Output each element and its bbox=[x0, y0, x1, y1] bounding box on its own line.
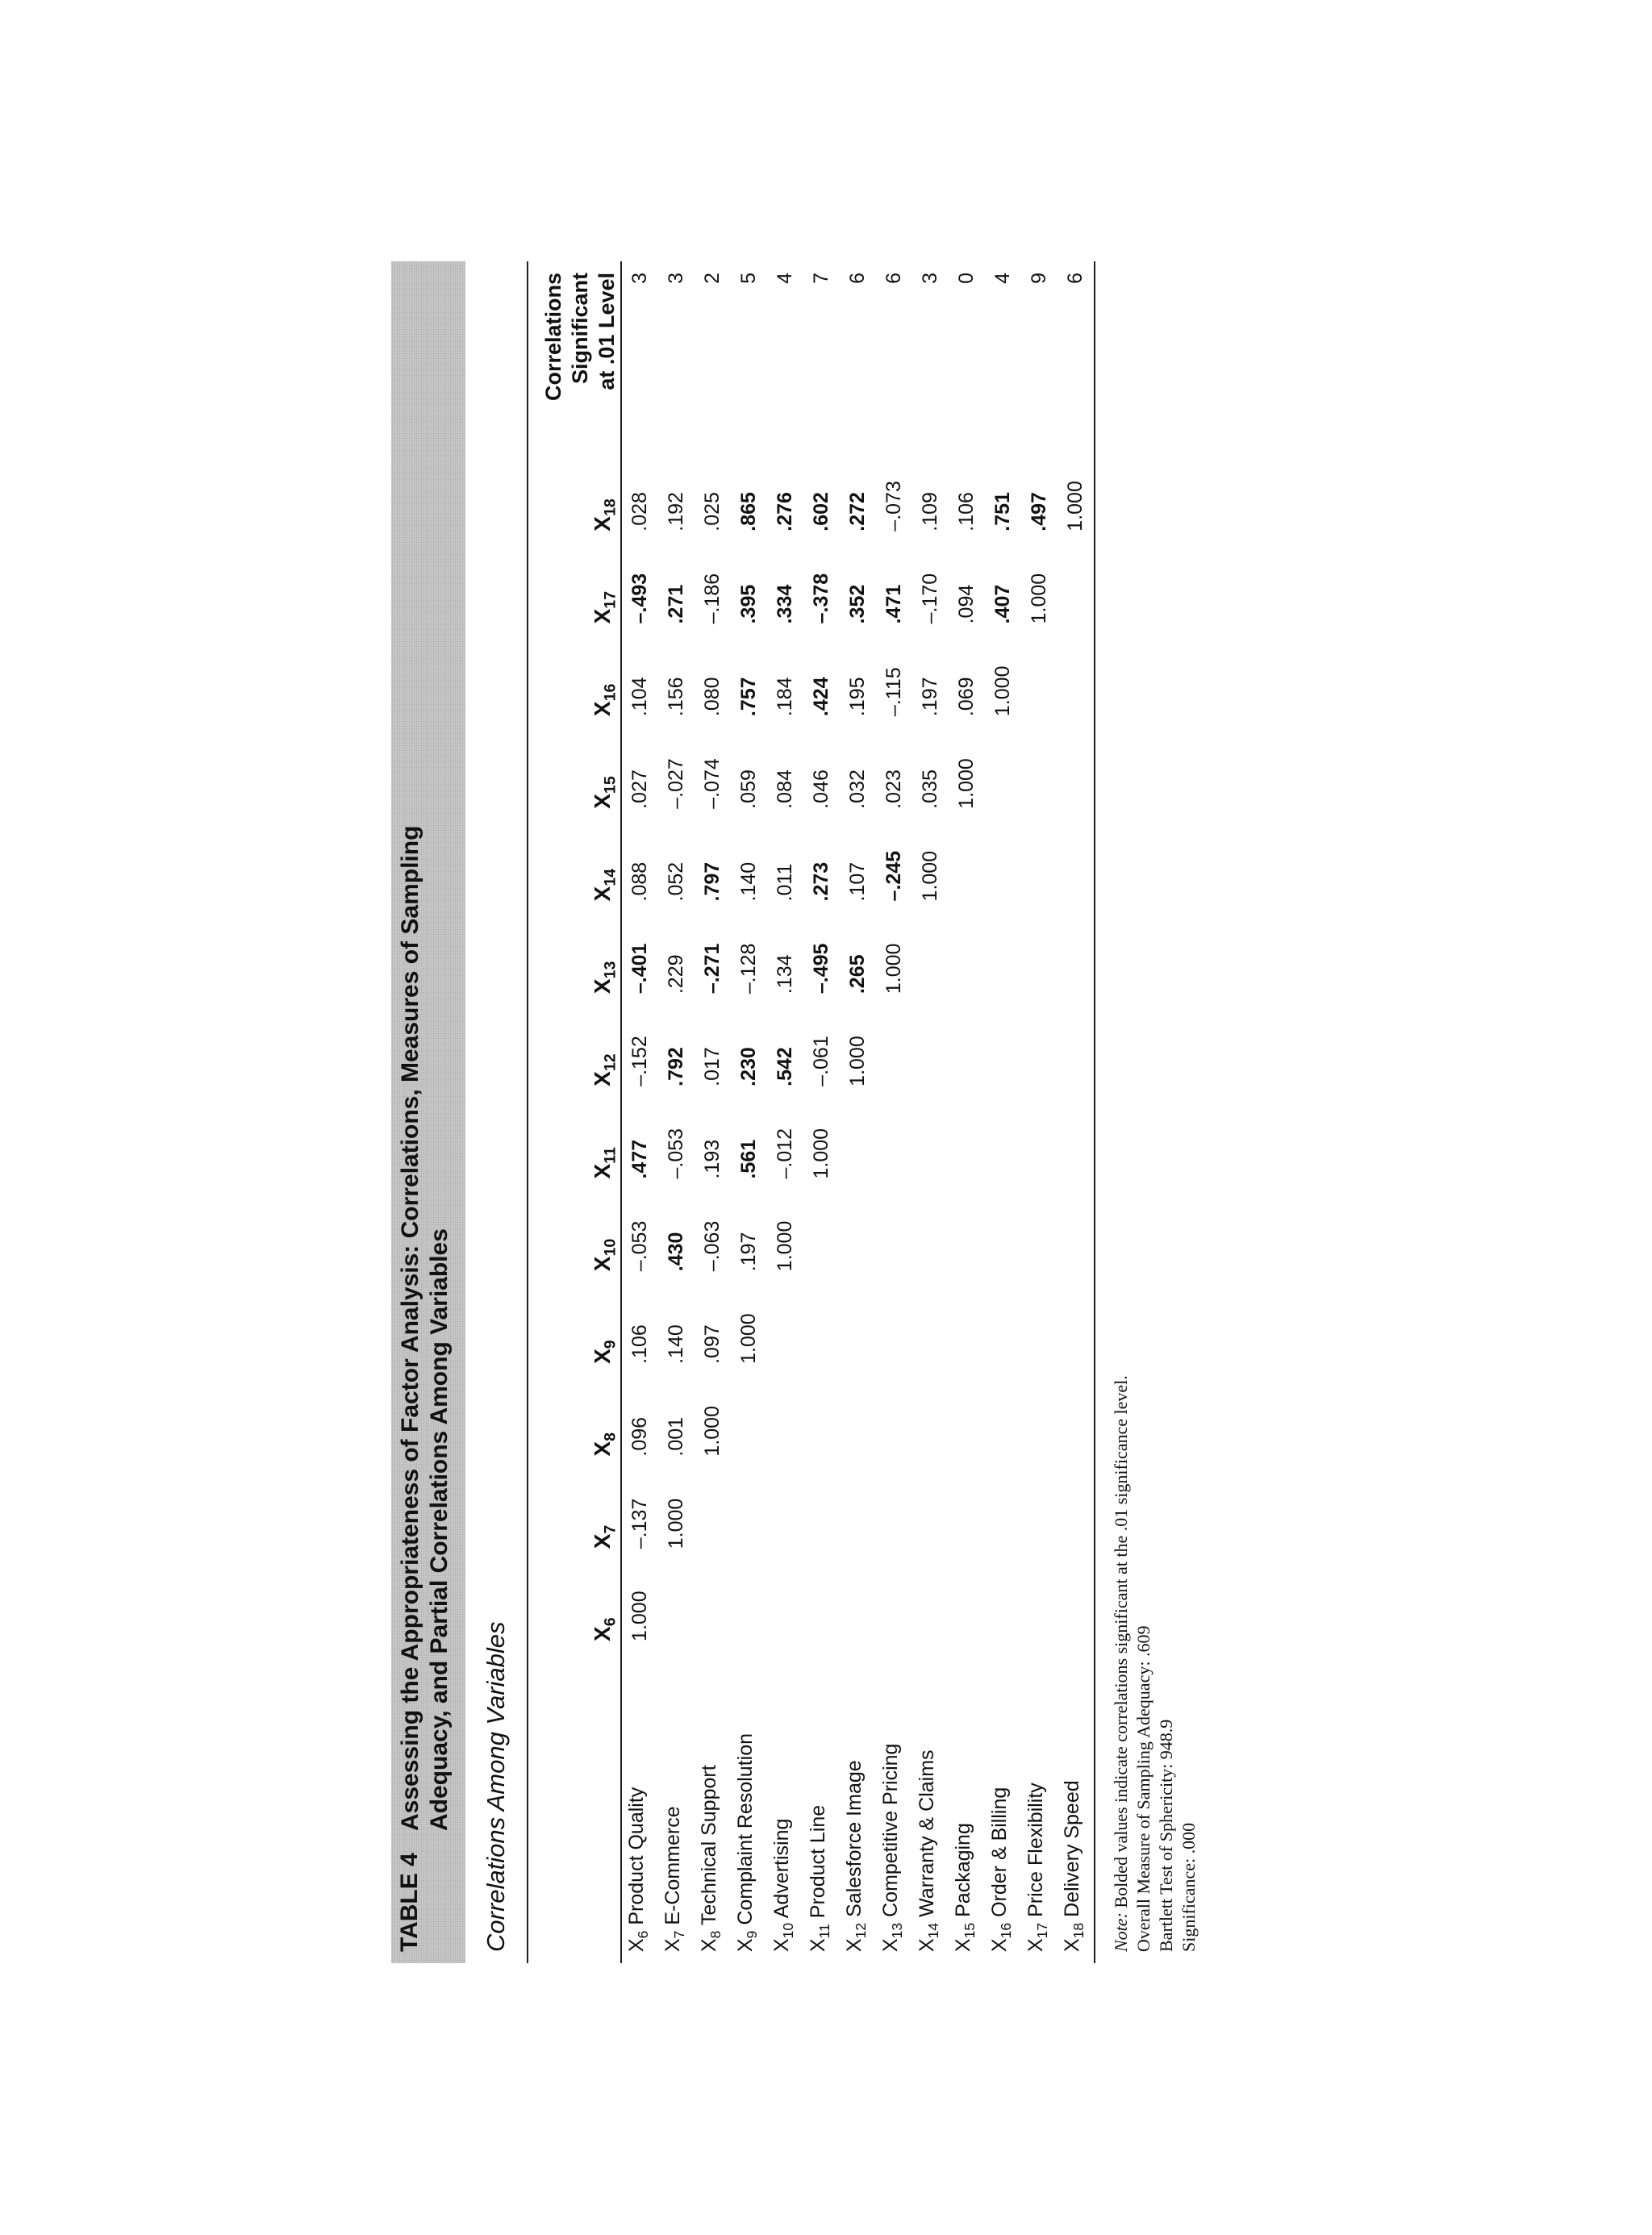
significant-count-cell: 5 bbox=[737, 273, 760, 284]
msa-line: Overall Measure of Sampling Adequacy: .609 bbox=[1133, 1625, 1153, 1952]
table-row bbox=[767, 261, 803, 1963]
table-cell: –.495 bbox=[810, 943, 832, 994]
table-cell: –.401 bbox=[628, 943, 651, 994]
table-cell bbox=[1058, 809, 1094, 902]
column-header-label: $X_7$ bbox=[590, 1524, 620, 1549]
table-label: TABLE 4 bbox=[396, 1853, 423, 1952]
table-cell bbox=[695, 1549, 731, 1641]
table-cell: –.115 bbox=[882, 667, 905, 717]
row-label-header bbox=[532, 1641, 621, 1963]
table-cell: .497 bbox=[1028, 492, 1050, 532]
table-cell bbox=[658, 1549, 695, 1641]
table-cell bbox=[1021, 1457, 1058, 1549]
table-cell: .096 bbox=[628, 1416, 651, 1457]
table-cell bbox=[876, 1179, 912, 1272]
table-cell bbox=[912, 1457, 949, 1549]
table-cell bbox=[1021, 901, 1058, 994]
table-cell bbox=[1021, 1549, 1058, 1641]
significant-count-cell: 3 bbox=[919, 273, 941, 284]
significance-line: Significance: .000 bbox=[1179, 1822, 1199, 1952]
significant-count-header-line: at .01 Level bbox=[594, 273, 619, 390]
note-text: Bolded values indicate correlations significant at the .01 significance level. bbox=[1111, 1375, 1131, 1913]
row-label bbox=[912, 1641, 949, 1963]
table-cell: .395 bbox=[737, 584, 760, 624]
column-header-x8 bbox=[532, 1364, 621, 1457]
table-cell bbox=[1058, 532, 1094, 624]
row-label bbox=[695, 1641, 731, 1963]
table-cell: 1.000 bbox=[737, 1313, 760, 1364]
column-header-label: $X_{10}$ bbox=[590, 1238, 620, 1272]
table-cell bbox=[840, 1549, 876, 1641]
row-label bbox=[621, 1641, 658, 1963]
column-header-label: $X_{12}$ bbox=[590, 1053, 620, 1086]
row-variable-name: Price Flexibility bbox=[1024, 1783, 1047, 1917]
table-cell bbox=[1058, 623, 1094, 716]
table-cell bbox=[949, 1179, 985, 1272]
table-cell: .561 bbox=[737, 1139, 760, 1179]
row-label bbox=[731, 1641, 767, 1963]
table-cell: .011 bbox=[774, 863, 796, 902]
significant-count-cell: 4 bbox=[774, 273, 796, 284]
table-cell: .084 bbox=[774, 769, 796, 809]
table-cell: –.073 bbox=[882, 481, 905, 532]
table-cell bbox=[949, 994, 985, 1086]
table-cell bbox=[840, 1086, 876, 1179]
table-cell bbox=[767, 1457, 803, 1549]
table-cell: 1.000 bbox=[846, 1036, 869, 1086]
table-cell: 1.000 bbox=[1028, 573, 1050, 624]
row-label bbox=[1021, 1641, 1058, 1963]
table-cell: .028 bbox=[628, 492, 651, 532]
table-cell bbox=[949, 1549, 985, 1641]
table-cell bbox=[803, 1179, 840, 1272]
row-variable-code: $X_{17}$ bbox=[1024, 1922, 1050, 1952]
table-cell: .025 bbox=[701, 492, 724, 532]
table-cell bbox=[1058, 1271, 1094, 1364]
row-variable-name: E-Commerce bbox=[661, 1806, 684, 1925]
significant-count-cell: 4 bbox=[991, 273, 1014, 284]
table-cell bbox=[1058, 1549, 1094, 1641]
table-cell: –.063 bbox=[701, 1220, 724, 1272]
row-variable-code: $X_{12}$ bbox=[843, 1922, 869, 1952]
table-cell bbox=[985, 1179, 1021, 1272]
table-cell bbox=[985, 901, 1021, 994]
table-cell: .035 bbox=[919, 769, 941, 809]
table-cell: –.027 bbox=[665, 758, 687, 809]
table-cell bbox=[912, 1549, 949, 1641]
column-header-label: $X_9$ bbox=[590, 1340, 620, 1364]
column-header-label: $X_{13}$ bbox=[590, 961, 620, 994]
table-cell: .276 bbox=[774, 492, 796, 532]
table-cell: .271 bbox=[665, 584, 687, 624]
table-cell: .273 bbox=[810, 861, 832, 902]
column-header-label: $X_{17}$ bbox=[590, 590, 620, 624]
significant-count-cell: 3 bbox=[628, 273, 651, 284]
table-row bbox=[695, 261, 731, 1963]
significant-count-cell: 7 bbox=[810, 273, 832, 284]
significant-count-header-line: Correlations bbox=[541, 273, 565, 402]
significant-count-cell: 0 bbox=[955, 273, 978, 284]
table-cell: .197 bbox=[919, 677, 941, 717]
table-cell: .792 bbox=[665, 1047, 687, 1086]
table-row bbox=[876, 261, 912, 1963]
row-label bbox=[767, 1641, 803, 1963]
table-cell: .052 bbox=[665, 861, 687, 902]
table-cell: –.137 bbox=[628, 1498, 651, 1549]
row-variable-name: Salesforce Image bbox=[843, 1760, 866, 1917]
table-cell bbox=[1021, 994, 1058, 1086]
significant-count-cell: 6 bbox=[1064, 273, 1087, 284]
table-cell bbox=[985, 1457, 1021, 1549]
table-cell: .001 bbox=[665, 1416, 687, 1457]
table-cell bbox=[803, 1271, 840, 1364]
table-cell: .407 bbox=[991, 584, 1014, 624]
table-cell: .017 bbox=[701, 1047, 724, 1086]
table-cell: .865 bbox=[737, 492, 760, 532]
table-cell: –.128 bbox=[737, 943, 760, 994]
row-variable-code: $X_{15}$ bbox=[952, 1922, 978, 1952]
table-cell bbox=[876, 1364, 912, 1457]
table-row bbox=[621, 261, 658, 1963]
table-cell bbox=[840, 1179, 876, 1272]
column-header-x17 bbox=[532, 532, 621, 624]
table-cell: .106 bbox=[955, 492, 978, 532]
table-cell bbox=[1021, 1271, 1058, 1364]
table-cell bbox=[949, 901, 985, 994]
table-cell bbox=[731, 1364, 767, 1457]
table-cell bbox=[912, 994, 949, 1086]
table-cell: 1.000 bbox=[882, 943, 905, 994]
table-cell bbox=[1021, 716, 1058, 809]
table-cell bbox=[840, 1271, 876, 1364]
table-row bbox=[840, 261, 876, 1963]
table-cell bbox=[985, 1364, 1021, 1457]
table-cell bbox=[985, 994, 1021, 1086]
row-variable-name: Product Quality bbox=[625, 1787, 648, 1925]
table-cell bbox=[949, 1086, 985, 1179]
row-label bbox=[840, 1641, 876, 1963]
row-label bbox=[803, 1641, 840, 1963]
significant-count-header-line: Significant bbox=[568, 273, 592, 385]
table-body bbox=[621, 261, 1094, 1963]
table-cell: –.271 bbox=[701, 943, 724, 994]
table-cell bbox=[949, 809, 985, 902]
table-row bbox=[985, 261, 1021, 1963]
row-variable-code: $X_9$ bbox=[734, 1930, 760, 1952]
table-cell bbox=[985, 809, 1021, 902]
row-label bbox=[876, 1641, 912, 1963]
significant-count-cell: 9 bbox=[1028, 273, 1050, 284]
row-variable-code: $X_{10}$ bbox=[770, 1922, 796, 1952]
table-cell: –.378 bbox=[810, 573, 832, 624]
table-cell: .192 bbox=[665, 492, 687, 532]
table-cell bbox=[840, 1364, 876, 1457]
table-title: Assessing the Appropriateness of Factor Analysis: Correlations, Measures of Sampling Adequacy, and Partial Correlations Among Variables bbox=[397, 825, 453, 1831]
table-cell bbox=[731, 1457, 767, 1549]
table-cell bbox=[767, 1549, 803, 1641]
table-cell: –.061 bbox=[810, 1036, 832, 1086]
table-cell: .140 bbox=[665, 1324, 687, 1364]
significant-count-cell: 6 bbox=[882, 273, 905, 284]
table-cell: .471 bbox=[882, 584, 905, 624]
table-cell: –.245 bbox=[882, 850, 905, 902]
table-cell: .184 bbox=[774, 677, 796, 717]
table-cell: .027 bbox=[628, 769, 651, 809]
table-cell: –.053 bbox=[665, 1128, 687, 1179]
table-cell: .134 bbox=[774, 954, 796, 994]
column-header-label: $X_{11}$ bbox=[590, 1147, 620, 1179]
table-title-bar bbox=[391, 261, 465, 1963]
table-cell: 1.000 bbox=[774, 1220, 796, 1272]
column-header-x13 bbox=[532, 901, 621, 994]
table-cell: –.053 bbox=[628, 1220, 651, 1272]
table-cell: .751 bbox=[991, 492, 1014, 532]
table-cell: .230 bbox=[737, 1047, 760, 1086]
table-cell bbox=[912, 1086, 949, 1179]
table-cell bbox=[1021, 809, 1058, 902]
row-variable-name: Packaging bbox=[952, 1823, 974, 1917]
table-cell bbox=[985, 1271, 1021, 1364]
table-cell bbox=[985, 716, 1021, 809]
row-label bbox=[985, 1641, 1021, 1963]
table-cell: 1.000 bbox=[955, 758, 978, 809]
row-variable-name: Delivery Speed bbox=[1061, 1780, 1083, 1917]
table-cell: .069 bbox=[955, 677, 978, 717]
table-cell bbox=[1058, 1086, 1094, 1179]
column-header-label: $X_{18}$ bbox=[590, 498, 620, 532]
row-variable-code: $X_7$ bbox=[661, 1930, 687, 1952]
row-label bbox=[658, 1641, 695, 1963]
table-cell: .080 bbox=[701, 677, 724, 717]
table-cell: –.012 bbox=[774, 1128, 796, 1179]
column-header-x7 bbox=[532, 1457, 621, 1549]
table-cell: –.170 bbox=[919, 573, 941, 624]
row-variable-code: $X_6$ bbox=[625, 1930, 651, 1952]
column-header-x15 bbox=[532, 716, 621, 809]
significant-count-header bbox=[532, 261, 621, 439]
table-cell: .193 bbox=[701, 1139, 724, 1179]
table-row bbox=[731, 261, 767, 1963]
table-cell: .542 bbox=[774, 1047, 796, 1086]
table-cell bbox=[876, 1086, 912, 1179]
note-line bbox=[1110, 261, 1133, 1952]
table-row bbox=[658, 261, 695, 1963]
table-cell: –.493 bbox=[628, 573, 651, 624]
table-cell: .195 bbox=[846, 677, 869, 717]
table-cell bbox=[876, 1457, 912, 1549]
table-cell: .097 bbox=[701, 1324, 724, 1364]
table-cell bbox=[1058, 1457, 1094, 1549]
table-cell: .477 bbox=[628, 1139, 651, 1179]
table-cell: .106 bbox=[628, 1324, 651, 1364]
correlation-table bbox=[532, 261, 1094, 1963]
column-header-x10 bbox=[532, 1179, 621, 1272]
table-cell bbox=[1021, 1179, 1058, 1272]
table-cell bbox=[1058, 1364, 1094, 1457]
table-cell bbox=[912, 1271, 949, 1364]
table-cell: –.186 bbox=[701, 573, 724, 624]
table-cell bbox=[803, 1549, 840, 1641]
table-cell: .109 bbox=[919, 492, 941, 532]
table-cell: .046 bbox=[810, 769, 832, 809]
column-header-x9 bbox=[532, 1271, 621, 1364]
column-header-label: $X_{14}$ bbox=[590, 868, 620, 902]
table-container bbox=[391, 261, 1200, 1963]
column-header-x14 bbox=[532, 809, 621, 902]
table-cell: .602 bbox=[810, 492, 832, 532]
table-cell: .140 bbox=[737, 861, 760, 902]
table-cell bbox=[695, 1457, 731, 1549]
column-header-x18 bbox=[532, 439, 621, 532]
table-cell bbox=[1058, 901, 1094, 994]
column-header-label: $X_{15}$ bbox=[590, 776, 620, 809]
table-cell bbox=[912, 1364, 949, 1457]
column-header-label: $X_6$ bbox=[590, 1617, 620, 1641]
table-cell: 1.000 bbox=[919, 850, 941, 902]
table-cell: .229 bbox=[665, 954, 687, 994]
table-cell bbox=[1021, 623, 1058, 716]
table-cell: .430 bbox=[665, 1232, 687, 1272]
column-header-label: $X_8$ bbox=[590, 1432, 620, 1457]
table-cell: .424 bbox=[810, 677, 832, 717]
table-cell bbox=[840, 1457, 876, 1549]
table-cell bbox=[912, 1179, 949, 1272]
table-bottom-rule bbox=[1094, 261, 1095, 1963]
table-cell: .107 bbox=[846, 861, 869, 902]
column-header-x16 bbox=[532, 623, 621, 716]
row-variable-name: Product Line bbox=[807, 1804, 829, 1919]
row-variable-code: $X_{11}$ bbox=[807, 1924, 832, 1952]
table-cell bbox=[876, 1271, 912, 1364]
row-variable-name: Complaint Resolution bbox=[734, 1733, 757, 1925]
table-cell: 1.000 bbox=[701, 1406, 724, 1457]
row-variable-code: $X_{14}$ bbox=[916, 1922, 941, 1952]
table-cell bbox=[985, 1086, 1021, 1179]
table-cell bbox=[949, 1457, 985, 1549]
table-cell: .352 bbox=[846, 584, 869, 624]
table-cell bbox=[876, 1549, 912, 1641]
table-cell: .797 bbox=[701, 861, 724, 902]
table-cell: .757 bbox=[737, 677, 760, 717]
table-cell bbox=[912, 901, 949, 994]
table-cell bbox=[1058, 1179, 1094, 1272]
table-cell bbox=[1021, 1086, 1058, 1179]
section-header bbox=[465, 261, 528, 1963]
table-cell bbox=[949, 1271, 985, 1364]
table-cell: .088 bbox=[628, 861, 651, 902]
table-cell: .023 bbox=[882, 769, 905, 809]
table-cell: .156 bbox=[665, 677, 687, 717]
table-row bbox=[949, 261, 985, 1963]
table-cell: .334 bbox=[774, 584, 796, 624]
table-header-row bbox=[532, 261, 621, 1963]
table-cell bbox=[1058, 994, 1094, 1086]
table-row bbox=[1058, 261, 1094, 1963]
bartlett-line: Bartlett Test of Sphericity: 948.9 bbox=[1156, 1719, 1176, 1952]
table-cell bbox=[1021, 1364, 1058, 1457]
row-variable-code: $X_{13}$ bbox=[879, 1922, 905, 1952]
table-cell bbox=[876, 994, 912, 1086]
row-variable-name: Order & Billing bbox=[988, 1787, 1011, 1917]
row-variable-code: $X_{16}$ bbox=[988, 1922, 1014, 1952]
table-cell bbox=[985, 1549, 1021, 1641]
row-variable-name: Competitive Pricing bbox=[879, 1743, 902, 1917]
row-label bbox=[949, 1641, 985, 1963]
column-header-label: $X_{16}$ bbox=[590, 683, 620, 717]
table-cell: 1.000 bbox=[628, 1591, 651, 1641]
table-cell: .059 bbox=[737, 769, 760, 809]
table-cell: 1.000 bbox=[810, 1128, 832, 1179]
table-cell: 1.000 bbox=[991, 665, 1014, 717]
table-cell: 1.000 bbox=[665, 1498, 687, 1549]
table-cell: –.152 bbox=[628, 1036, 651, 1086]
row-variable-name: Technical Support bbox=[698, 1765, 720, 1926]
significant-count-cell: 3 bbox=[665, 273, 687, 284]
table-row bbox=[1021, 261, 1058, 1963]
table-cell bbox=[803, 1457, 840, 1549]
table-row bbox=[803, 261, 840, 1963]
table-cell: .104 bbox=[628, 677, 651, 717]
table-cell: .265 bbox=[846, 954, 869, 994]
row-label bbox=[1058, 1641, 1094, 1963]
table-cell: 1.000 bbox=[1064, 481, 1087, 532]
table-cell bbox=[949, 1364, 985, 1457]
note-prefix: Note: bbox=[1111, 1912, 1131, 1952]
table-cell bbox=[803, 1364, 840, 1457]
column-header-x6 bbox=[532, 1549, 621, 1641]
significant-count-cell: 6 bbox=[846, 273, 869, 284]
table-cell bbox=[767, 1364, 803, 1457]
row-variable-code: $X_{18}$ bbox=[1061, 1922, 1087, 1952]
table-cell bbox=[731, 1549, 767, 1641]
column-header-x12 bbox=[532, 994, 621, 1086]
row-variable-name: Advertising bbox=[770, 1818, 793, 1919]
row-variable-name: Warranty & Claims bbox=[916, 1749, 938, 1917]
table-cell: .272 bbox=[846, 492, 869, 532]
table-cell: .032 bbox=[846, 769, 869, 809]
row-variable-code: $X_8$ bbox=[698, 1930, 724, 1952]
table-cell: –.074 bbox=[701, 758, 724, 809]
section-label: Correlations Among Variables bbox=[482, 1621, 510, 1952]
table-row bbox=[912, 261, 949, 1963]
table-cell: .197 bbox=[737, 1232, 760, 1272]
table-cell bbox=[1058, 716, 1094, 809]
column-header-x11 bbox=[532, 1086, 621, 1179]
table-cell bbox=[767, 1271, 803, 1364]
table-cell: .094 bbox=[955, 584, 978, 624]
significant-count-cell: 2 bbox=[701, 273, 724, 284]
table-notes bbox=[1110, 261, 1200, 1963]
